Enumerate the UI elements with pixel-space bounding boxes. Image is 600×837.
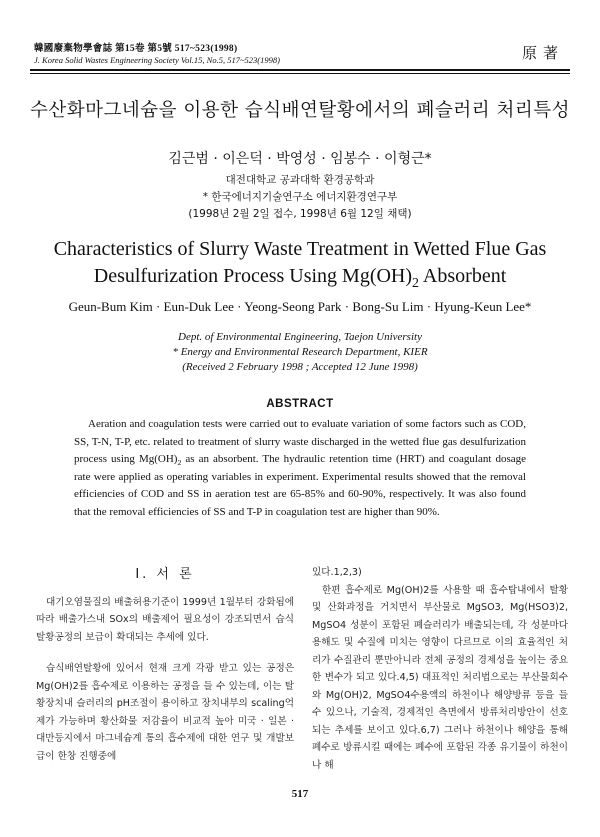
affiliation-korean — [0, 172, 600, 223]
header-rule-thick — [30, 69, 570, 71]
title-english-subscript: 2 — [412, 276, 420, 291]
journal-title-english: J. Korea Solid Wastes Engineering Society Vol.15, No.5, 517~523(1998) — [34, 55, 280, 65]
authors-english: Geun-Bum Kim · Eun-Duk Lee · Yeong-Seong Park · Bong-Su Lim · Hyung-Keun Lee* — [68, 299, 532, 314]
abstract-heading: ABSTRACT — [266, 398, 334, 410]
body-column-right — [312, 564, 568, 774]
intro-paragraph-2-continued: 있다.1,2,3) — [312, 567, 362, 578]
affiliation-english-line3: (Received 2 February 1998 ; Accepted 12 June 1998) — [182, 361, 418, 373]
intro-paragraph-1: 대기오염물질의 배출허용기준이 1999년 1월부터 강화됨에 따라 배출가스내 SOx의 배출제어 필요성이 강조되면서 습식탈황공정의 보급이 확대되는 추세에 있다. — [36, 596, 294, 643]
title-english-line2-end: Absorbent — [419, 265, 507, 287]
abstract-text-part1: Aeration and coagulation tests were carried out to evaluate variation of some factors such as COD, SS, T-N, T-P, etc. related to treatment of slurry waste discharged in the wetted flue gas desulfurization process using Mg(OH) — [74, 418, 526, 465]
title-english-line1: Characteristics of Slurry Waste Treatment in Wetted Flue Gas — [53, 238, 547, 260]
page-number: 517 — [291, 788, 309, 800]
affiliation-korean-line1: 대전대학교 공과대학 환경공학과 — [225, 174, 375, 186]
title-korean: 수산화마그네슘을 이용한 습식배연탈황에서의 폐슬러리 처리특성 — [30, 100, 570, 121]
section-heading-introduction: I. 서 론 — [135, 567, 195, 582]
affiliation-korean-line2: * 한국에너지기술연구소 에너지환경연구부 — [202, 191, 398, 203]
title-english-line2 — [0, 263, 600, 290]
authors-korean: 김근범 · 이은덕 · 박영성 · 임봉수 · 이형근* — [168, 151, 432, 167]
abstract-body — [74, 416, 526, 521]
title-english — [0, 236, 600, 290]
article-type-badge: 原著 — [521, 44, 564, 62]
affiliation-english-line1: Dept. of Environmental Engineering, Taejon University — [178, 331, 422, 343]
journal-title-korean: 韓國廢棄物學會誌 第15卷 第5號 517~523(1998) — [34, 44, 238, 54]
title-english-line2-text: Desulfurization Process Using Mg(OH) — [93, 265, 413, 287]
abstract-subscript: 2 — [177, 458, 182, 468]
body-column-left — [36, 566, 294, 765]
affiliation-english-line2: * Energy and Environmental Research Department, KIER — [172, 346, 428, 358]
affiliation-english — [0, 330, 600, 375]
abstract-text-part2: as an absorbent. The hydraulic retention time (HRT) and coagulant dosage rate were applied as operating variables in experiment. Experimental results showed that the removal efficiencies of COD and SS in aeration test are 65-85% and 60-90%, respectively. It was also found that the removal efficiencies of SS and T-P in coagulation test are higher than 90%. — [74, 453, 526, 518]
intro-paragraph-2: 습식배연탈황에 있어서 현재 크게 각광 받고 있는 공정은 Mg(OH)2를 흡수제로 이용하는 공정을 들 수 있는데, 이는 탈황장치내 슬러리의 pH조절이 용이하고 장치내부의 scaling억제가 가능하며 황산화물 저감율이 비교적 높아 미국 · 일본 · 대만등지에서 마그네슘계 통의 흡수제에 대한 연구 및 개발보급이 한창 진행중에 — [36, 663, 294, 762]
affiliation-korean-line3: (1998년 2월 2일 접수, 1998년 6월 12일 채택) — [188, 208, 412, 220]
intro-paragraph-3: 한편 흡수제로 Mg(OH)2를 사용할 때 흡수탑내에서 탈황 및 산화과정을 거치면서 부산물로 MgSO3, Mg(HSO3)2, MgSO4 성분이 포함된 폐슬러리가 배출되는데, 각 성분마다 용해도 및 수질에 미치는 영향이 다르므로 이의 효율적인 처리가 수질관리 뿐만아니라 전체 공정의 경제성을 높이는 중요한 변수가 되고 있다.4,5) 대표적인 처리법으로는 부산물회수와 Mg(OH)2, MgSO4수용액의 하천이나 해양방류 등을 들 수 있으나, 기술적, 경제적인 측면에서 방류처리방안이 선호되는 추세를 보이고 있다.6,7) 그러나 하천이나 해양을 통해 폐수로 방류시킬 때에는 폐수에 포함된 각종 유기물이 하천이나 해 — [312, 584, 568, 771]
header-rule-thin — [30, 73, 570, 74]
journal-header — [34, 40, 280, 65]
